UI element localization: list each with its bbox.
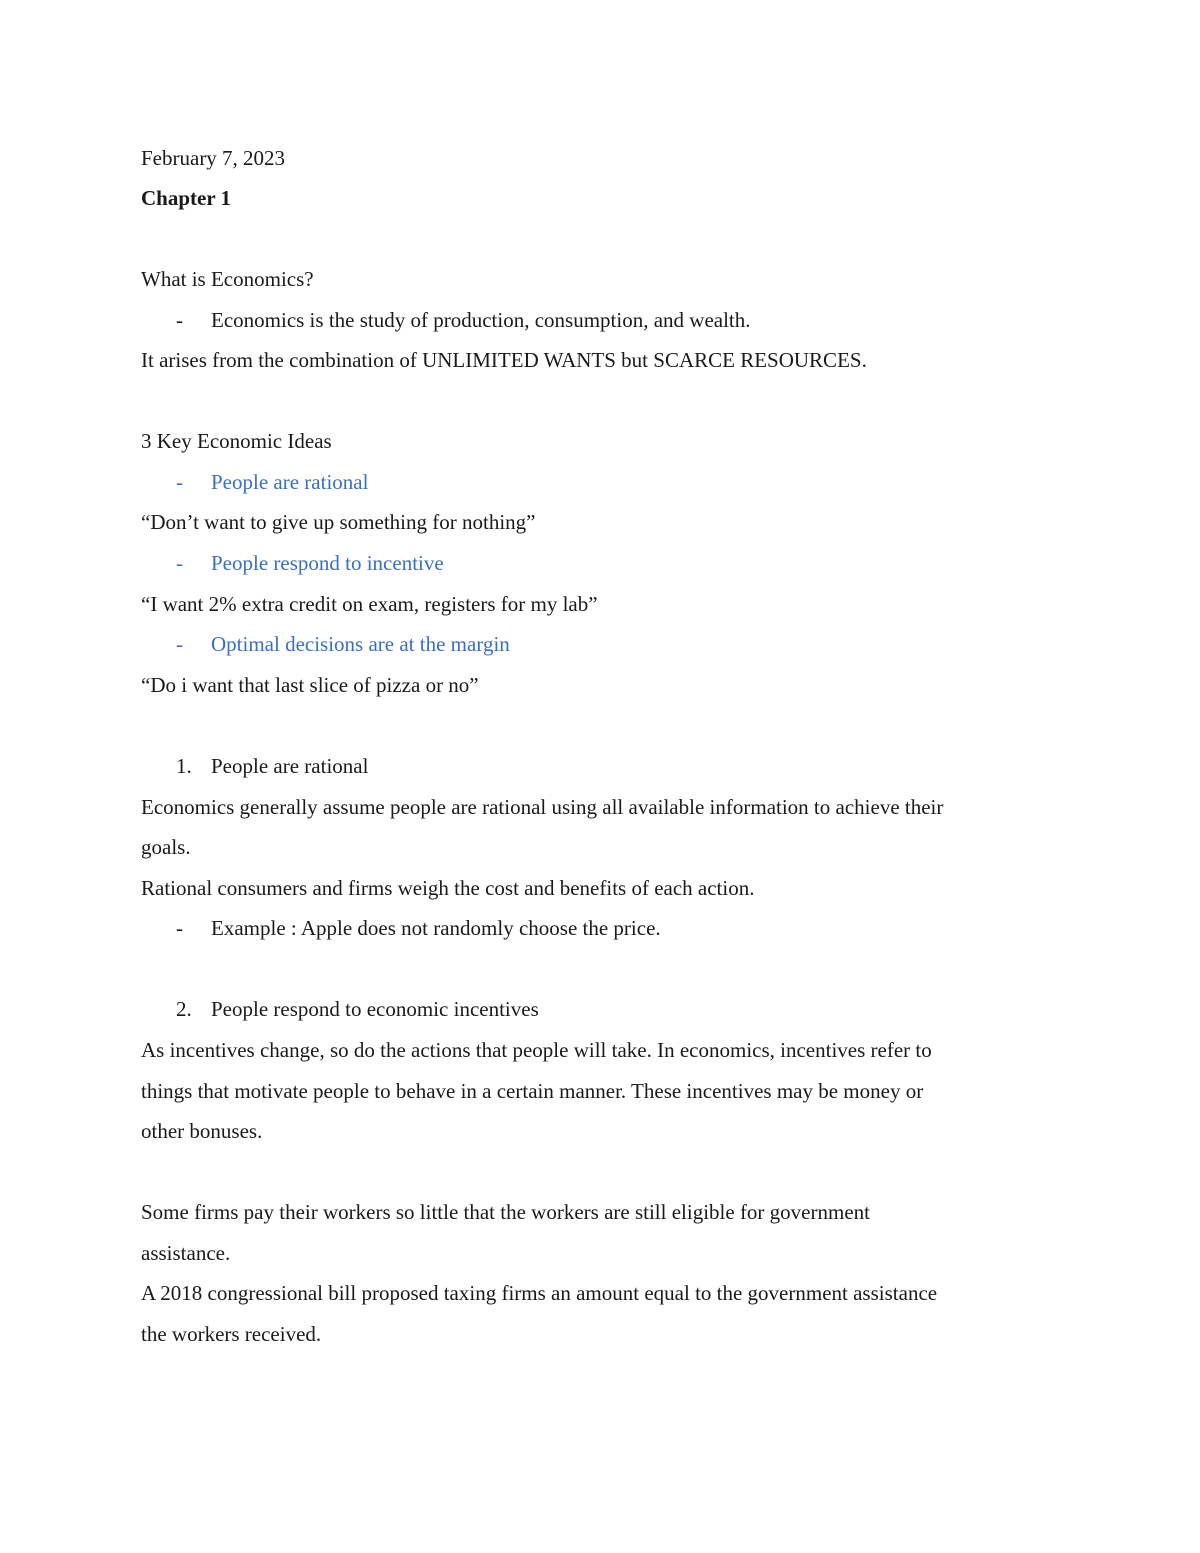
- bullet-dash: -: [176, 470, 183, 494]
- section2-number: 2.: [176, 997, 192, 1021]
- arises-line: It arises from the combination of UNLIMITED WANTS but SCARCE RESOURCES.: [141, 348, 867, 372]
- key-ideas-heading: 3 Key Economic Ideas: [141, 429, 332, 453]
- question-line: What is Economics?: [141, 267, 314, 291]
- key-idea-quote: “I want 2% extra credit on exam, registers for my lab”: [141, 592, 598, 616]
- bill-paragraph-line: the workers received.: [141, 1322, 322, 1346]
- firms-paragraph-line: assistance.: [141, 1241, 231, 1265]
- section2-title: People respond to economic incentives: [211, 997, 539, 1021]
- section1-example: Example : Apple does not randomly choose the price.: [211, 916, 661, 940]
- definition-bullet: Economics is the study of production, consumption, and wealth.: [211, 308, 751, 332]
- section1-number: 1.: [176, 754, 192, 778]
- chapter-heading: Chapter 1: [141, 186, 232, 210]
- section2-line: other bonuses.: [141, 1119, 263, 1143]
- bullet-dash: -: [176, 551, 183, 575]
- section2-line: As incentives change, so do the actions that people will take. In economics, incentives refer to: [141, 1038, 932, 1062]
- bullet-dash: -: [176, 308, 183, 332]
- section1-title: People are rational: [211, 754, 369, 778]
- bullet-dash: -: [176, 916, 183, 940]
- key-idea-item: Optimal decisions are at the margin: [211, 632, 510, 656]
- section1-line: Economics generally assume people are rational using all available information to achieve their: [141, 795, 944, 819]
- date-line: February 7, 2023: [141, 146, 286, 170]
- key-idea-quote: “Don’t want to give up something for nothing”: [141, 510, 536, 534]
- section1-line: Rational consumers and firms weigh the cost and benefits of each action.: [141, 876, 755, 900]
- key-idea-item: People respond to incentive: [211, 551, 444, 575]
- bullet-dash: -: [176, 632, 183, 656]
- section1-line: goals.: [141, 835, 191, 859]
- firms-paragraph-line: Some firms pay their workers so little that the workers are still eligible for government: [141, 1200, 870, 1224]
- section2-line: things that motivate people to behave in a certain manner. These incentives may be money or: [141, 1079, 924, 1103]
- bill-paragraph-line: A 2018 congressional bill proposed taxing firms an amount equal to the government assistance: [141, 1281, 938, 1305]
- key-idea-item: People are rational: [211, 470, 369, 494]
- key-idea-quote: “Do i want that last slice of pizza or no”: [141, 673, 479, 697]
